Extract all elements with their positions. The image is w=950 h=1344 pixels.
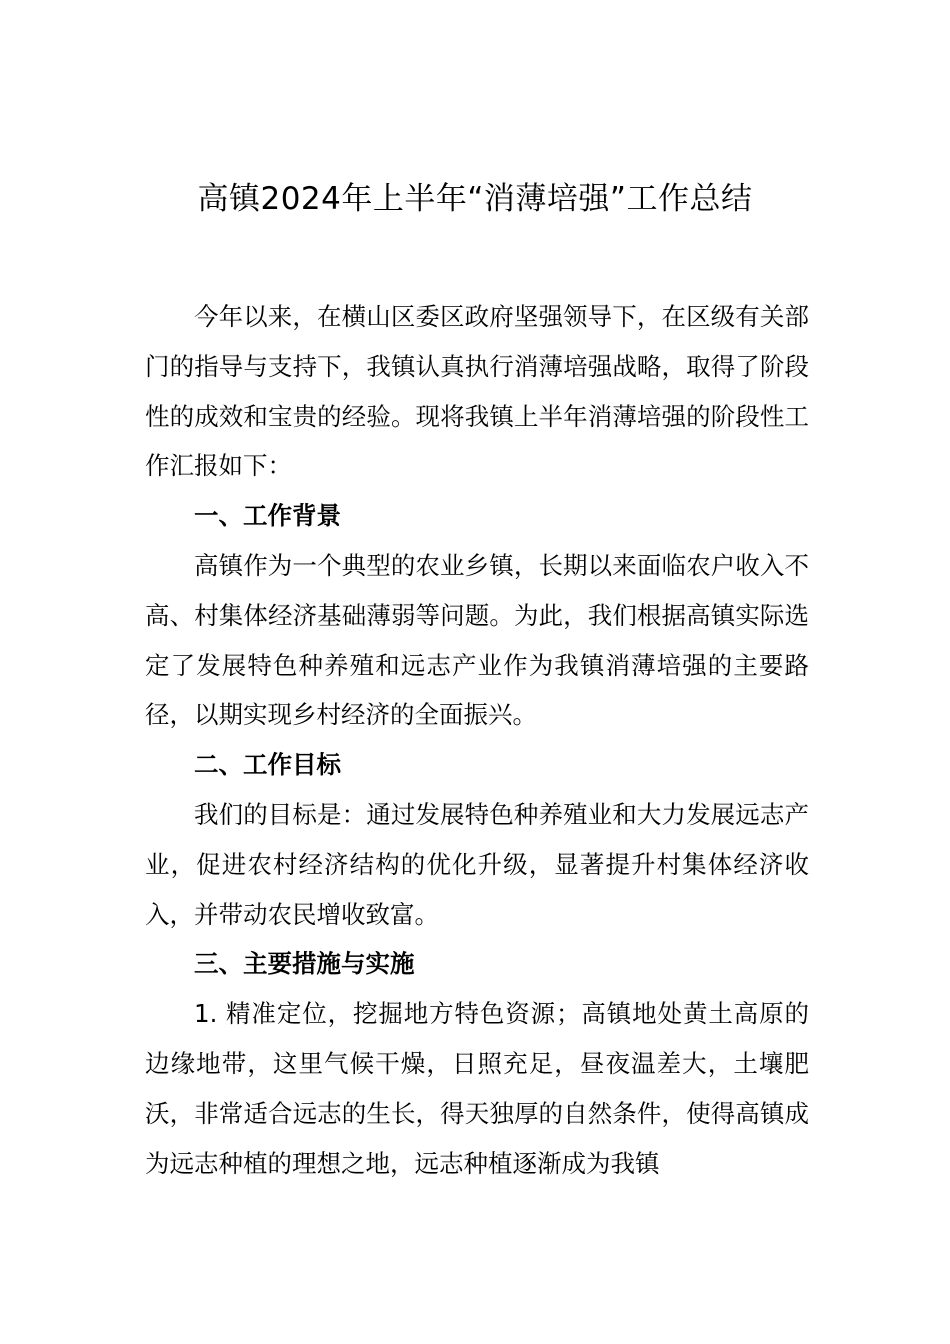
background-paragraph: 高镇作为一个典型的农业乡镇，长期以来面临农户收入不高、村集体经济基础薄弱等问题。为此，我们根据高镇实际选定了发展特色种养殖和远志产业作为我镇消薄培强的主要路径，以期实现乡村经济的全面振兴。	[145, 550, 809, 730]
measures-paragraph: 1. 精准定位，挖掘地方特色资源；高镇地处黄土高原的边缘地带，这里气候干燥，日照充足，昼夜温差大，土壤肥沃，非常适合远志的生长，得天独厚的自然条件，使得高镇成为远志种植的理想之地，远志种植逐渐成为我镇	[145, 999, 809, 1178]
document-body	[145, 292, 809, 1188]
document-title: 高镇2024年上半年“消薄培强”工作总结	[197, 180, 753, 217]
section-heading-background: 一、工作背景	[194, 501, 341, 531]
goals-paragraph: 我们的目标是：通过发展特色种养殖业和大力发展远志产业，促进农村经济结构的优化升级，显著提升村集体经济收入，并带动农民增收致富。	[145, 799, 809, 929]
section-heading-goals: 二、工作目标	[194, 750, 341, 780]
intro-paragraph: 今年以来，在横山区委区政府坚强领导下，在区级有关部门的指导与支持下，我镇认真执行消薄培强战略，取得了阶段性的成效和宝贵的经验。现将我镇上半年消薄培强的阶段性工作汇报如下：	[145, 302, 809, 481]
section-heading-measures: 三、主要措施与实施	[194, 949, 415, 979]
